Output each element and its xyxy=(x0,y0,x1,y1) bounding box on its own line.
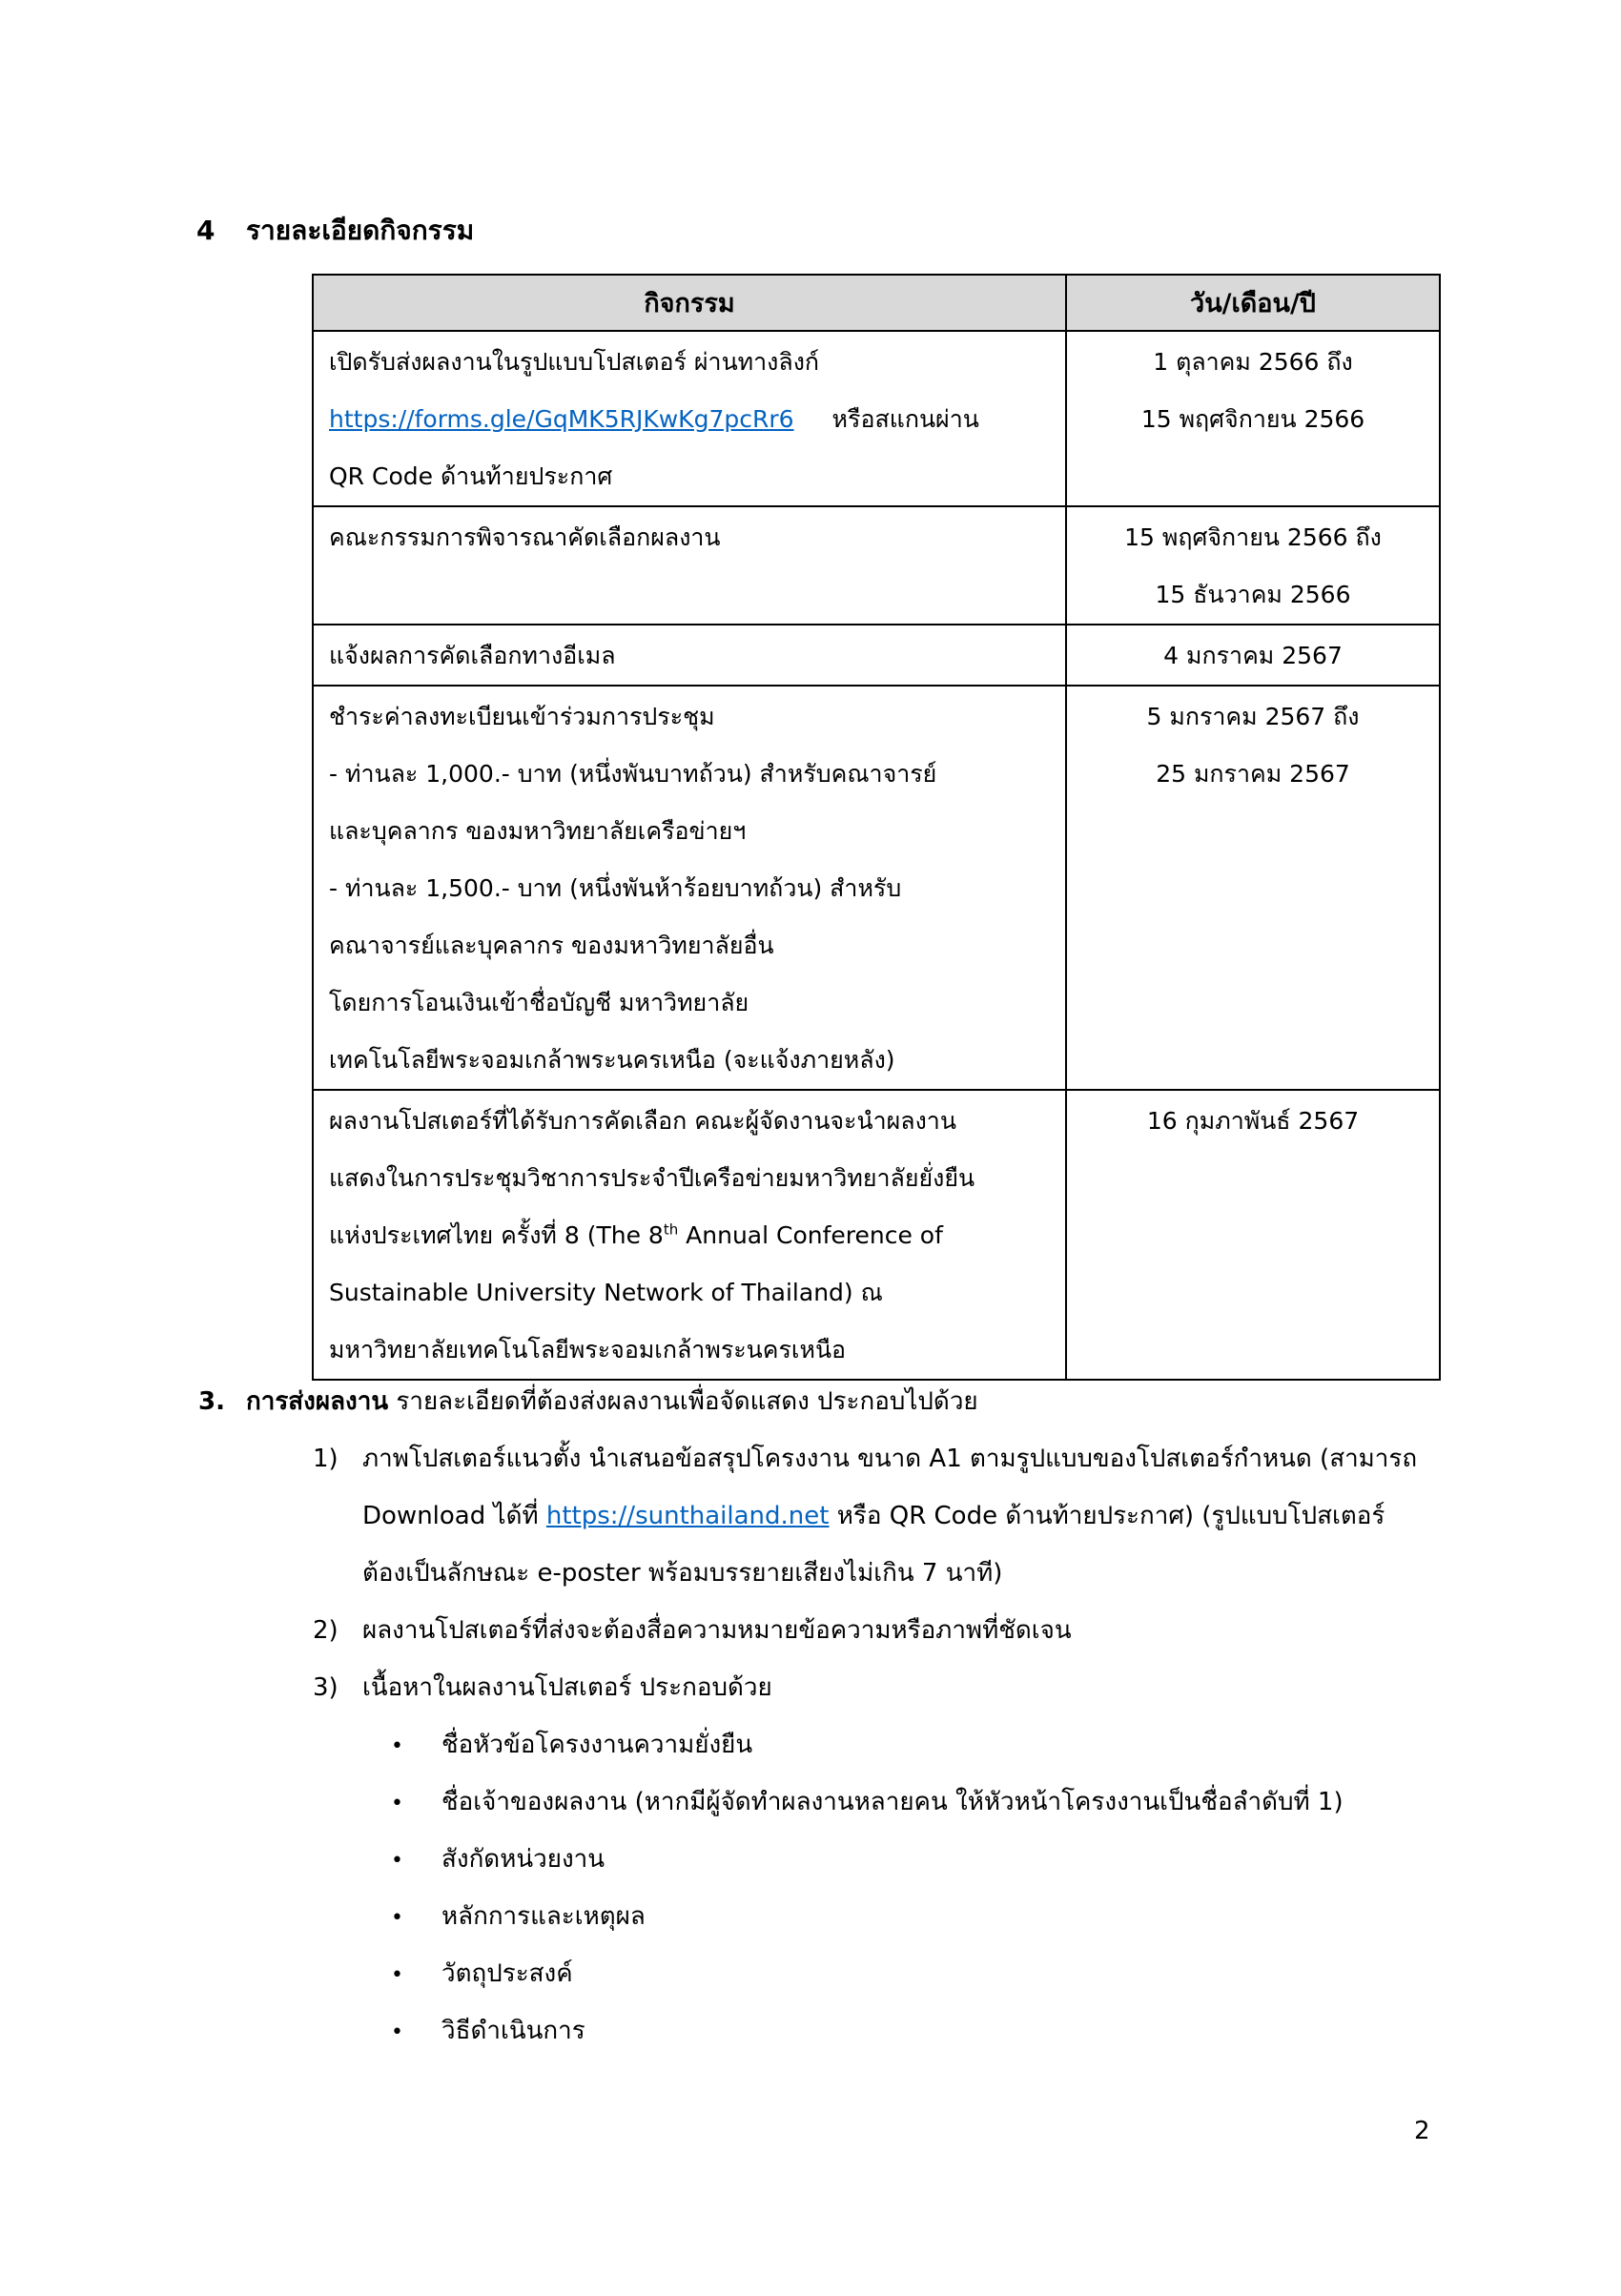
bullet-item xyxy=(391,1888,646,1947)
item-line: ภาพโปสเตอร์แนวตั้ง นำเสนอข้อสรุปโครงงาน ขนาด A1 ตามรูปแบบของโปสเตอร์กำหนด (สามารถ xyxy=(362,1445,1418,1473)
bullet-item xyxy=(391,1831,605,1890)
section-3-title: การส่งผลงาน xyxy=(246,1387,389,1416)
section-4-title: รายละเอียดกิจกรรม xyxy=(246,215,475,246)
activity-line xyxy=(329,391,1056,448)
date-line: 15 ธันวาคม 2566 xyxy=(1155,581,1351,608)
bullet-item xyxy=(391,1773,1344,1833)
activity-line: และบุคลากร ของมหาวิทยาลัยเครือข่ายฯ xyxy=(329,817,747,845)
table-row xyxy=(313,686,1440,1090)
table-row xyxy=(313,625,1440,686)
bullet-text: วัตถุประสงค์ xyxy=(441,1959,573,1988)
activity-line xyxy=(329,1207,1056,1264)
list-item xyxy=(313,1430,1418,1588)
table-row xyxy=(313,331,1440,506)
activity-line: - ท่านละ 1,000.- บาท (หนึ่งพันบาทถ้วน) สำหรับคณาจารย์ xyxy=(329,760,937,788)
date-line: 16 กุมภาพันธ์ 2567 xyxy=(1146,1107,1360,1135)
activity-line: แสดงในการประชุมวิชาการประจำปีเครือข่ายมหาวิทยาลัยยั่งยืน xyxy=(329,1164,975,1192)
bullet-text: วิธีดำเนินการ xyxy=(441,2017,585,2045)
section-4-number: 4 xyxy=(196,215,215,246)
bullet-text: สังกัดหน่วยงาน xyxy=(441,1845,605,1874)
activity-line: โดยการโอนเงินเข้าชื่อบัญชี มหาวิทยาลัย xyxy=(329,989,749,1016)
activity-line: ผลงานโปสเตอร์ที่ได้รับการคัดเลือก คณะผู้จัดงานจะนำผลงาน xyxy=(329,1107,956,1135)
item-number: 1) xyxy=(313,1445,339,1473)
list-item xyxy=(313,1602,1072,1659)
activity-line: เทคโนโลยีพระจอมเกล้าพระนครเหนือ (จะแจ้งภายหลัง) xyxy=(329,1046,895,1074)
activity-cell xyxy=(313,1090,1066,1380)
header-date: วัน/เดือน/ปี xyxy=(1066,275,1440,331)
section-4-heading xyxy=(196,202,474,259)
activity-cell xyxy=(313,625,1066,686)
item-line xyxy=(362,1487,1417,1545)
item-line: ต้องเป็นลักษณะ e-poster พร้อมบรรยายเสียงไม่เกิน 7 นาที) xyxy=(362,1559,1003,1588)
date-cell xyxy=(1066,506,1440,625)
sunthailand-link[interactable]: https://sunthailand.net xyxy=(545,1502,830,1530)
date-cell xyxy=(1066,1090,1440,1380)
activity-line: มหาวิทยาลัยเทคโนโลยีพระจอมเกล้าพระนครเหนือ xyxy=(329,1336,847,1363)
table-row xyxy=(313,1090,1440,1380)
section-3-heading xyxy=(198,1373,978,1430)
item-text: หรือ QR Code ด้านท้ายประกาศ) (รูปแบบโปสเตอร์ xyxy=(829,1502,1385,1530)
item-number: 3) xyxy=(313,1673,339,1702)
list-item xyxy=(313,1659,772,1716)
item-line: ผลงานโปสเตอร์ที่ส่งจะต้องสื่อความหมายข้อความหรือภาพที่ชัดเจน xyxy=(362,1616,1072,1645)
date-line: 15 พฤศจิกายน 2566 ถึง xyxy=(1124,523,1382,551)
date-cell xyxy=(1066,625,1440,686)
sup-line-before: แห่งประเทศไทย ครั้งที่ 8 (The 8 xyxy=(329,1221,664,1249)
activity-line: - ท่านละ 1,500.- บาท (หนึ่งพันห้าร้อยบาทถ้วน) สำหรับ xyxy=(329,874,902,902)
item-text: Download ได้ที่ xyxy=(362,1502,546,1530)
bullet-text: ชื่อหัวข้อโครงงานความยั่งยืน xyxy=(441,1731,753,1759)
activity-line: Sustainable University Network of Thailand) ณ xyxy=(329,1279,883,1306)
ordinal-suffix: th xyxy=(663,1220,679,1239)
activities-table xyxy=(312,274,1441,1381)
bullet-icon: • xyxy=(391,1734,403,1758)
item-number: 2) xyxy=(313,1616,339,1645)
activity-line: แจ้งผลการคัดเลือกทางอีเมล xyxy=(329,642,616,669)
date-cell xyxy=(1066,686,1440,1090)
page-number: 2 xyxy=(1414,2117,1430,2145)
date-line: 25 มกราคม 2567 xyxy=(1156,760,1350,788)
section-3-number: 3. xyxy=(198,1387,225,1416)
bullet-icon: • xyxy=(391,1849,403,1873)
item-line: เนื้อหาในผลงานโปสเตอร์ ประกอบด้วย xyxy=(362,1673,772,1702)
activity-cell xyxy=(313,506,1066,625)
bullet-item xyxy=(391,2002,585,2061)
date-line: 5 มกราคม 2567 ถึง xyxy=(1146,703,1360,730)
activity-line: คณะกรรมการพิจารณาคัดเลือกผลงาน xyxy=(329,523,721,551)
activity-cell xyxy=(313,331,1066,506)
activity-cell xyxy=(313,686,1066,1090)
bullet-text: หลักการและเหตุผล xyxy=(441,1902,646,1931)
table-header-row xyxy=(313,275,1440,331)
header-activity: กิจกรรม xyxy=(313,275,1066,331)
activity-line: คณาจารย์และบุคลากร ของมหาวิทยาลัยอื่น xyxy=(329,932,774,959)
activity-line: QR Code ด้านท้ายประกาศ xyxy=(329,462,613,490)
bullet-item xyxy=(391,1716,752,1775)
sup-line-after: Annual Conference of xyxy=(678,1221,943,1249)
section-3-description: รายละเอียดที่ต้องส่งผลงานเพื่อจัดแสดง ประกอบไปด้วย xyxy=(388,1387,978,1416)
forms-link[interactable]: https://forms.gle/GqMK5RJKwKg7pcRr6 xyxy=(329,405,794,433)
bullet-icon: • xyxy=(391,1963,403,1987)
date-cell xyxy=(1066,331,1440,506)
bullet-icon: • xyxy=(391,2020,403,2044)
activity-line: ชำระค่าลงทะเบียนเข้าร่วมการประชุม xyxy=(329,703,715,730)
date-line: 1 ตุลาคม 2566 ถึง xyxy=(1153,348,1353,376)
table-row xyxy=(313,506,1440,625)
bullet-icon: • xyxy=(391,1792,403,1815)
bullet-text: ชื่อเจ้าของผลงาน (หากมีผู้จัดทำผลงานหลายคน ให้หัวหน้าโครงงานเป็นชื่อลำดับที่ 1) xyxy=(441,1788,1344,1816)
date-line: 15 พฤศจิกายน 2566 xyxy=(1140,405,1365,433)
bullet-icon: • xyxy=(391,1906,403,1930)
activity-line: เปิดรับส่งผลงานในรูปแบบโปสเตอร์ ผ่านทางลิงก์ xyxy=(329,348,820,376)
date-line: 4 มกราคม 2567 xyxy=(1163,642,1343,669)
bullet-item xyxy=(391,1945,573,2004)
after-link-text: หรือสแกนผ่าน xyxy=(831,405,979,433)
